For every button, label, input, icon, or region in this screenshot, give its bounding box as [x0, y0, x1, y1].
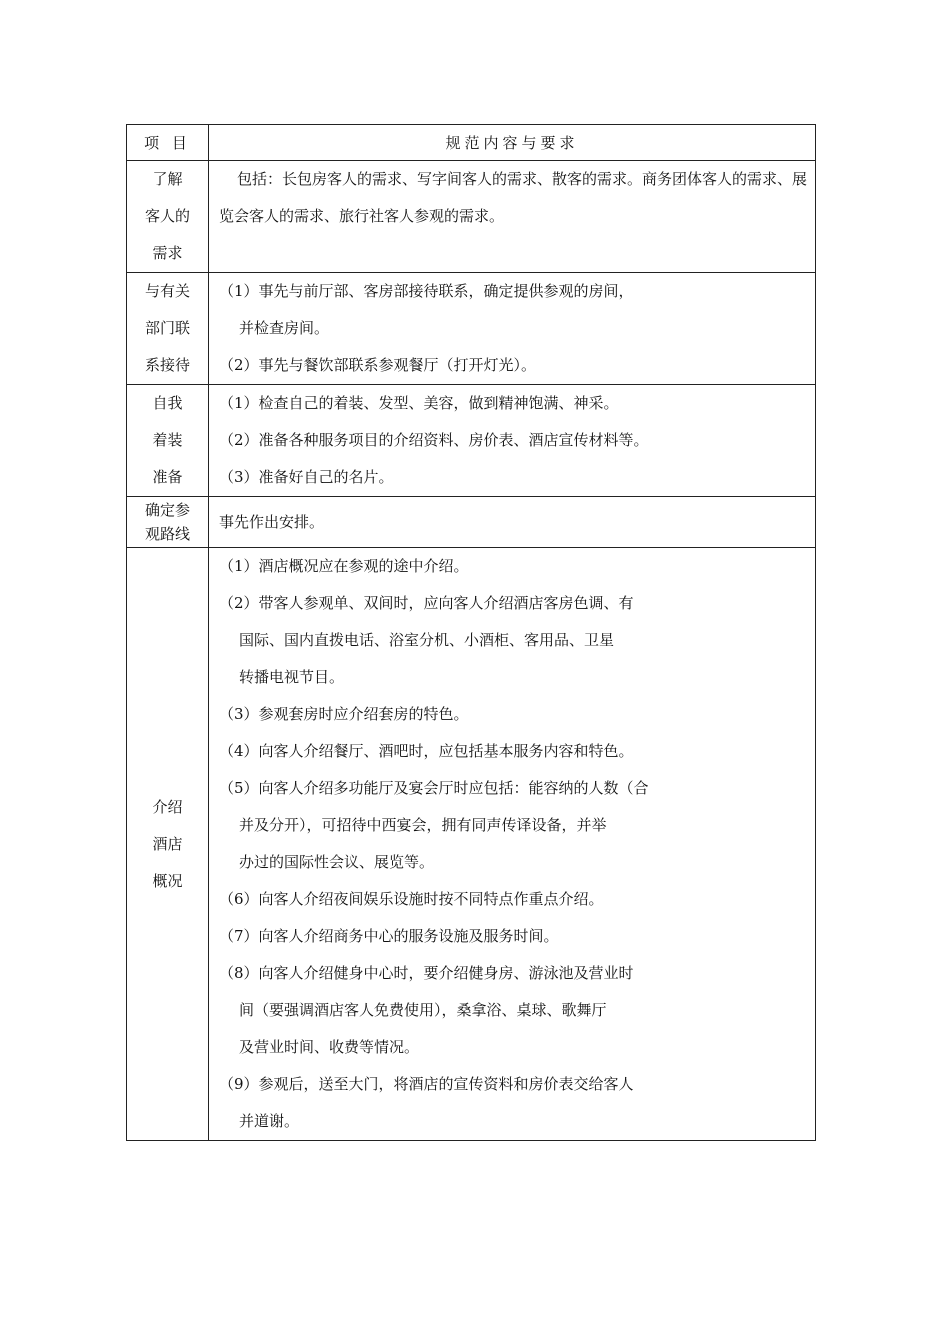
content-line: （3）参观套房时应介绍套房的特色。: [219, 705, 469, 723]
table-row: [127, 161, 816, 273]
item-line: 着装: [152, 431, 183, 449]
item-line: 准备: [152, 468, 183, 486]
item-line: 介绍: [152, 797, 183, 816]
row-content-cell: [209, 497, 816, 548]
header-item: 项 目: [127, 125, 209, 161]
content-line: 并及分开），可招待中西宴会，拥有同声传译设备，并举: [239, 816, 607, 834]
item-line: 确定参: [144, 501, 190, 519]
header-content: 规范内容与要求: [209, 125, 816, 161]
item-line: 观路线: [144, 525, 190, 543]
row-item-cell: [127, 548, 209, 1141]
row-item-cell: [127, 161, 209, 273]
content-line: 办过的国际性会议、展览等。: [239, 853, 435, 871]
content-line: （1）酒店概况应在参观的途中介绍。: [219, 557, 469, 575]
content-line: 并道谢。: [239, 1112, 300, 1130]
content-line: （6）向客人介绍夜间娱乐设施时按不同特点作重点介绍。: [219, 890, 604, 908]
content-line: 及营业时间、收费等情况。: [239, 1038, 420, 1056]
item-line: 需求: [152, 244, 183, 262]
row-item-cell: [127, 273, 209, 385]
item-line: 系接待: [144, 356, 190, 374]
item-line: 客人的: [144, 207, 190, 225]
row-content-cell: [209, 273, 816, 385]
item-line: 部门联: [144, 319, 190, 337]
content-line: （5）向客人介绍多功能厅及宴会厅时应包括：能容纳的人数（合: [219, 779, 649, 797]
content-line: （2）事先与餐饮部联系参观餐厅（打开灯光）。: [219, 356, 537, 374]
content-line: （3）准备好自己的名片。: [219, 468, 394, 486]
content-line: （2）准备各种服务项目的介绍资料、房价表、酒店宣传材料等。: [219, 431, 649, 449]
row-item-cell: [127, 385, 209, 497]
item-line: 概况: [152, 871, 183, 890]
content-line: 间（要强调酒店客人免费使用），桑拿浴、桌球、歌舞厅: [239, 1001, 607, 1019]
content-line: （7）向客人介绍商务中心的服务设施及服务时间。: [219, 927, 559, 945]
content-line: （8）向客人介绍健身中心时，要介绍健身房、游泳池及营业时: [219, 964, 634, 982]
item-line: 酒店: [152, 834, 183, 853]
content-line: （2）带客人参观单、双间时，应向客人介绍酒店客房色调、有: [219, 594, 634, 612]
service-spec-table: [126, 124, 816, 1141]
content-line: 事先作出安排。: [219, 512, 325, 531]
table-row: [127, 385, 816, 497]
item-line: 与有关: [144, 282, 190, 300]
content-line: （4）向客人介绍餐厅、酒吧时，应包括基本服务内容和特色。: [219, 742, 634, 760]
content-line: （1）事先与前厅部、客房部接待联系，确定提供参观的房间，: [219, 282, 634, 300]
content-paragraph: 包括：长包房客人的需求、写字间客人的需求、散客的需求。商务团体客人的需求、展览会客人的需求、旅行社客人参观的需求。: [219, 170, 808, 225]
content-line: 转播电视节目。: [239, 668, 345, 686]
row-content-cell: [209, 161, 816, 273]
content-line: （1）检查自己的着装、发型、美容，做到精神饱满、神采。: [219, 394, 619, 412]
row-item-cell: [127, 497, 209, 548]
item-line: 自我: [152, 394, 183, 412]
item-line: 了解: [152, 170, 183, 188]
row-content-cell: [209, 548, 816, 1141]
content-line: 并检查房间。: [239, 319, 330, 337]
content-line: 国际、国内直拨电话、浴室分机、小酒柜、客用品、卫星: [239, 631, 615, 649]
table-header-row: [127, 125, 816, 161]
table-row: [127, 548, 816, 1141]
table-row: [127, 273, 816, 385]
content-line: （9）参观后，送至大门，将酒店的宣传资料和房价表交给客人: [219, 1075, 634, 1093]
row-content-cell: [209, 385, 816, 497]
table-row: [127, 497, 816, 548]
